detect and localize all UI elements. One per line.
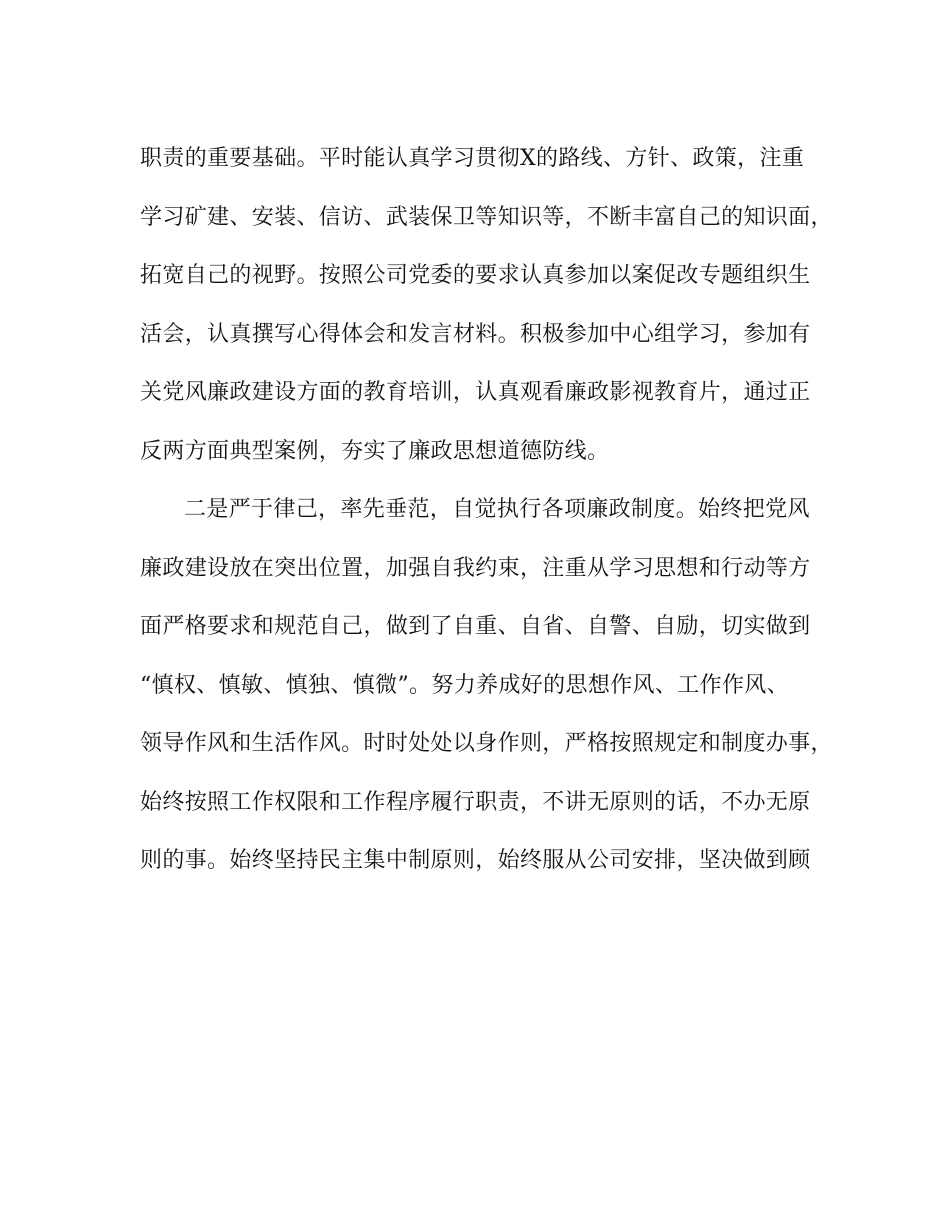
text-line: 始终按照工作权限和工作程序履行职责，不讲无原则的话，不办无原 xyxy=(140,789,811,815)
text-line: 面严格要求和规范自己，做到了自重、自省、自警、自励，切实做到 xyxy=(140,614,811,639)
text-line: 职责的重要基础。平时能认真学习贯彻X的路线、方针、政策，注重 xyxy=(140,146,805,171)
text-line: 活会，认真撰写心得体会和发言材料。积极参加中心组学习，参加有 xyxy=(140,321,811,347)
text-line: 领导作风和生活作风。时时处处以身作则，严格按照规定和制度办事， xyxy=(140,731,833,756)
text-line: 拓宽自己的视野。按照公司党委的要求认真参加以案促改专题组织生 xyxy=(140,263,811,288)
text-line: 廉政建设放在突出位置，加强自我约束，注重从学习思想和行动等方 xyxy=(140,555,811,581)
paragraph-start-line: 二是严于律己，率先垂范，自觉执行各项廉政制度。始终把党风 xyxy=(184,497,810,522)
body-text xyxy=(140,136,833,897)
text-line: 学习矿建、安装、信访、武装保卫等知识等，不断丰富自己的知识面， xyxy=(140,204,833,230)
text-line: 则的事。始终坚持民主集中制原则，始终服从公司安排，坚决做到顾 xyxy=(140,848,811,873)
text-line: “慎权、慎敏、慎独、慎微”。努力养成好的思想作风、工作作风、 xyxy=(140,672,789,698)
text-line: 关党风廉政建设方面的教育培训，认真观看廉政影视教育片，通过正 xyxy=(140,380,811,405)
text-line: 反两方面典型案例，夯实了廉政思想道德防线。 xyxy=(140,438,610,464)
